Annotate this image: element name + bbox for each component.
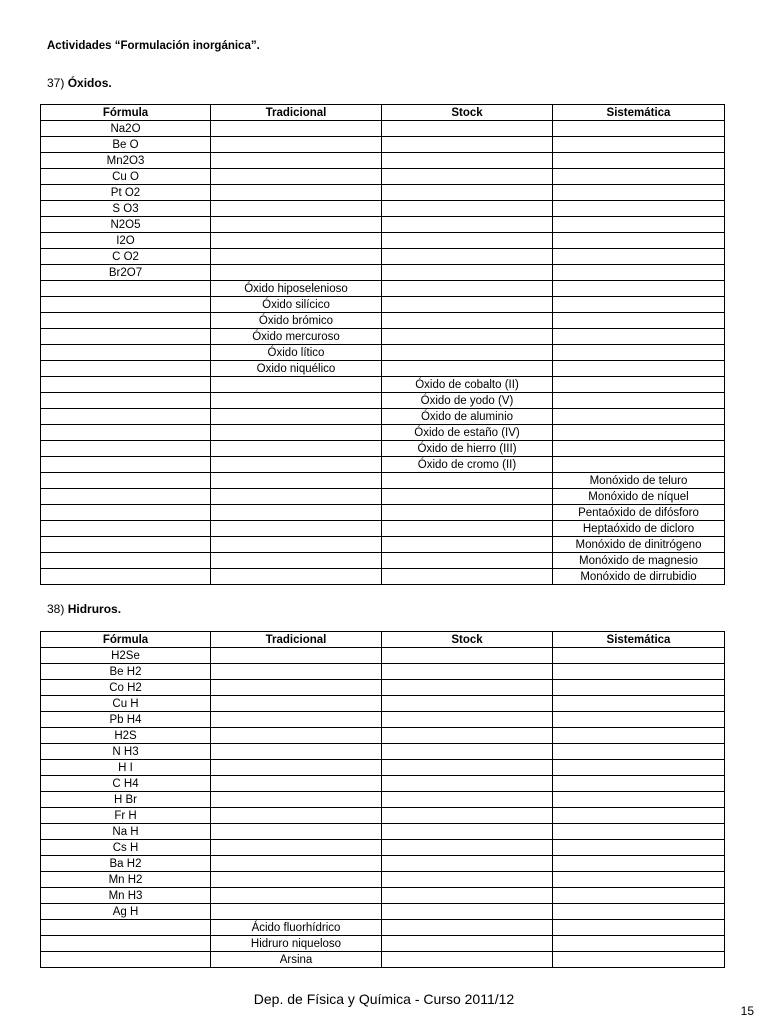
table-cell bbox=[382, 233, 553, 249]
table-cell bbox=[553, 361, 725, 377]
table-cell: Br2O7 bbox=[41, 265, 211, 281]
table-cell bbox=[382, 169, 553, 185]
table-row bbox=[41, 888, 725, 904]
table-cell bbox=[553, 840, 725, 856]
table-cell bbox=[211, 680, 382, 696]
table-cell bbox=[382, 329, 553, 345]
table-row bbox=[41, 217, 725, 233]
hidruros-table bbox=[40, 631, 725, 968]
table-cell bbox=[211, 121, 382, 137]
table-header-row bbox=[41, 105, 725, 121]
table-cell bbox=[553, 153, 725, 169]
table-cell bbox=[553, 425, 725, 441]
table-cell bbox=[382, 265, 553, 281]
table-row bbox=[41, 169, 725, 185]
table-cell: H Br bbox=[41, 792, 211, 808]
table-cell bbox=[211, 553, 382, 569]
table-cell bbox=[553, 377, 725, 393]
table-cell bbox=[211, 537, 382, 553]
table-cell bbox=[553, 648, 725, 664]
table-cell bbox=[211, 505, 382, 521]
table-cell bbox=[41, 393, 211, 409]
table-cell bbox=[382, 872, 553, 888]
table-cell: Óxido de cobalto (II) bbox=[382, 377, 553, 393]
table-cell bbox=[382, 696, 553, 712]
table-cell bbox=[553, 345, 725, 361]
table-cell: Be H2 bbox=[41, 664, 211, 680]
table-row bbox=[41, 936, 725, 952]
table-row bbox=[41, 281, 725, 297]
table-cell bbox=[211, 441, 382, 457]
table-cell bbox=[382, 313, 553, 329]
table-cell: Mn H2 bbox=[41, 872, 211, 888]
table-cell bbox=[382, 297, 553, 313]
table-cell: Ba H2 bbox=[41, 856, 211, 872]
table-row bbox=[41, 744, 725, 760]
table-cell: Monóxido de magnesio bbox=[553, 553, 725, 569]
table-cell bbox=[553, 776, 725, 792]
table-cell: Monóxido de dinitrógeno bbox=[553, 537, 725, 553]
header-stock: Stock bbox=[382, 632, 553, 648]
table-cell: Oxido niquélico bbox=[211, 361, 382, 377]
table-cell: Fr H bbox=[41, 808, 211, 824]
table-cell: H I bbox=[41, 760, 211, 776]
table-cell bbox=[553, 664, 725, 680]
table-cell bbox=[382, 824, 553, 840]
table-cell bbox=[382, 569, 553, 585]
oxidos-table bbox=[40, 104, 725, 585]
table-cell: I2O bbox=[41, 233, 211, 249]
table-row bbox=[41, 473, 725, 489]
table-cell bbox=[41, 313, 211, 329]
table-cell bbox=[211, 824, 382, 840]
table-header-row bbox=[41, 632, 725, 648]
table-cell bbox=[553, 329, 725, 345]
table-cell bbox=[382, 185, 553, 201]
table-cell bbox=[382, 553, 553, 569]
table-cell bbox=[553, 696, 725, 712]
table-cell bbox=[41, 297, 211, 313]
table-cell bbox=[41, 489, 211, 505]
table-cell bbox=[41, 569, 211, 585]
table-row bbox=[41, 409, 725, 425]
table-row bbox=[41, 505, 725, 521]
table-cell bbox=[211, 792, 382, 808]
table-cell bbox=[41, 521, 211, 537]
table-cell bbox=[211, 521, 382, 537]
table-cell bbox=[211, 185, 382, 201]
table-row bbox=[41, 664, 725, 680]
table-cell bbox=[553, 728, 725, 744]
table-cell bbox=[211, 457, 382, 473]
table-cell: Óxido de hierro (III) bbox=[382, 441, 553, 457]
table-cell: Pentaóxido de difósforo bbox=[553, 505, 725, 521]
table-cell: Óxido de cromo (II) bbox=[382, 457, 553, 473]
table-cell bbox=[382, 904, 553, 920]
table-cell bbox=[211, 569, 382, 585]
table-cell: Cs H bbox=[41, 840, 211, 856]
table-cell bbox=[211, 904, 382, 920]
table-row bbox=[41, 712, 725, 728]
header-tradicional: Tradicional bbox=[211, 632, 382, 648]
table-cell bbox=[382, 361, 553, 377]
table-cell: Arsina bbox=[211, 952, 382, 968]
table-cell bbox=[211, 712, 382, 728]
table-row bbox=[41, 521, 725, 537]
header-formula: Fórmula bbox=[41, 632, 211, 648]
table-cell bbox=[382, 776, 553, 792]
table-cell bbox=[553, 920, 725, 936]
table-cell: Óxido de aluminio bbox=[382, 409, 553, 425]
table-cell bbox=[41, 920, 211, 936]
table-cell bbox=[382, 137, 553, 153]
table-cell bbox=[41, 441, 211, 457]
table-cell bbox=[211, 425, 382, 441]
table-row bbox=[41, 457, 725, 473]
table-row bbox=[41, 425, 725, 441]
table-cell bbox=[553, 824, 725, 840]
table-cell: Óxido brómico bbox=[211, 313, 382, 329]
table-cell: Na H bbox=[41, 824, 211, 840]
table-cell bbox=[41, 361, 211, 377]
table-row bbox=[41, 393, 725, 409]
table-cell: N H3 bbox=[41, 744, 211, 760]
table-cell bbox=[211, 137, 382, 153]
section-hidruros-heading bbox=[47, 602, 121, 616]
table-cell bbox=[553, 185, 725, 201]
table-cell bbox=[382, 505, 553, 521]
table-cell bbox=[211, 808, 382, 824]
table-cell bbox=[211, 856, 382, 872]
table-cell bbox=[382, 664, 553, 680]
table-row bbox=[41, 648, 725, 664]
table-cell: Na2O bbox=[41, 121, 211, 137]
table-cell bbox=[382, 760, 553, 776]
section-oxidos-heading bbox=[47, 76, 112, 90]
table-row bbox=[41, 361, 725, 377]
table-row bbox=[41, 856, 725, 872]
table-cell bbox=[553, 281, 725, 297]
table-row bbox=[41, 808, 725, 824]
table-row bbox=[41, 265, 725, 281]
table-cell bbox=[553, 744, 725, 760]
table-cell bbox=[553, 409, 725, 425]
table-cell bbox=[553, 441, 725, 457]
table-row bbox=[41, 569, 725, 585]
table-cell bbox=[553, 137, 725, 153]
table-cell bbox=[211, 169, 382, 185]
table-row bbox=[41, 489, 725, 505]
table-row bbox=[41, 728, 725, 744]
table-cell: Cu H bbox=[41, 696, 211, 712]
table-cell bbox=[41, 553, 211, 569]
table-cell: S O3 bbox=[41, 201, 211, 217]
table-cell bbox=[382, 537, 553, 553]
table-cell: Be O bbox=[41, 137, 211, 153]
table-row bbox=[41, 760, 725, 776]
table-cell bbox=[553, 856, 725, 872]
table-row bbox=[41, 952, 725, 968]
table-row bbox=[41, 345, 725, 361]
table-cell bbox=[382, 856, 553, 872]
table-cell bbox=[211, 696, 382, 712]
table-cell bbox=[41, 505, 211, 521]
table-cell bbox=[41, 425, 211, 441]
table-cell bbox=[553, 936, 725, 952]
table-row bbox=[41, 153, 725, 169]
table-cell bbox=[553, 457, 725, 473]
table-row bbox=[41, 313, 725, 329]
table-cell bbox=[41, 473, 211, 489]
header-sistematica: Sistemática bbox=[553, 105, 725, 121]
table-row bbox=[41, 872, 725, 888]
header-sistematica: Sistemática bbox=[553, 632, 725, 648]
table-cell: Pb H4 bbox=[41, 712, 211, 728]
table-row bbox=[41, 121, 725, 137]
header-tradicional: Tradicional bbox=[211, 105, 382, 121]
table-row bbox=[41, 824, 725, 840]
table-cell bbox=[382, 345, 553, 361]
table-cell bbox=[553, 313, 725, 329]
table-cell: Mn H3 bbox=[41, 888, 211, 904]
table-cell bbox=[41, 377, 211, 393]
table-cell bbox=[41, 457, 211, 473]
table-cell bbox=[211, 473, 382, 489]
table-cell bbox=[211, 409, 382, 425]
table-cell bbox=[553, 888, 725, 904]
table-cell bbox=[211, 265, 382, 281]
table-cell: Óxido de yodo (V) bbox=[382, 393, 553, 409]
table-cell bbox=[211, 217, 382, 233]
table-cell: Óxido mercuroso bbox=[211, 329, 382, 345]
table-cell bbox=[382, 249, 553, 265]
table-cell bbox=[211, 744, 382, 760]
footer-text: Dep. de Física y Química - Curso 2011/12 bbox=[253, 991, 515, 1007]
section-name: Óxidos. bbox=[67, 76, 112, 90]
table-cell: Monóxido de níquel bbox=[553, 489, 725, 505]
table-cell bbox=[382, 121, 553, 137]
table-cell bbox=[382, 153, 553, 169]
section-name: Hidruros. bbox=[67, 602, 122, 616]
table-row bbox=[41, 537, 725, 553]
table-row bbox=[41, 377, 725, 393]
table-cell bbox=[553, 808, 725, 824]
table-cell bbox=[382, 936, 553, 952]
table-cell bbox=[553, 393, 725, 409]
table-cell bbox=[211, 760, 382, 776]
table-cell bbox=[211, 201, 382, 217]
table-cell: N2O5 bbox=[41, 217, 211, 233]
table-cell bbox=[211, 888, 382, 904]
table-cell: Óxido hiposelenioso bbox=[211, 281, 382, 297]
table-row bbox=[41, 776, 725, 792]
table-cell bbox=[41, 281, 211, 297]
table-cell bbox=[211, 872, 382, 888]
table-cell bbox=[382, 728, 553, 744]
table-cell bbox=[382, 473, 553, 489]
table-cell bbox=[211, 840, 382, 856]
table-cell bbox=[382, 201, 553, 217]
table-row bbox=[41, 185, 725, 201]
table-cell bbox=[382, 680, 553, 696]
table-cell bbox=[553, 872, 725, 888]
table-cell: Cu O bbox=[41, 169, 211, 185]
table-cell: Ag H bbox=[41, 904, 211, 920]
table-cell: H2S bbox=[41, 728, 211, 744]
table-cell: C H4 bbox=[41, 776, 211, 792]
section-number: 38) bbox=[47, 602, 65, 616]
table-row bbox=[41, 680, 725, 696]
table-cell: H2Se bbox=[41, 648, 211, 664]
table-cell bbox=[382, 840, 553, 856]
table-cell bbox=[553, 297, 725, 313]
table-cell bbox=[553, 233, 725, 249]
table-cell bbox=[41, 537, 211, 553]
table-cell bbox=[211, 728, 382, 744]
header-stock: Stock bbox=[382, 105, 553, 121]
table-cell bbox=[553, 265, 725, 281]
table-row bbox=[41, 553, 725, 569]
table-cell bbox=[41, 936, 211, 952]
table-cell: Co H2 bbox=[41, 680, 211, 696]
table-cell bbox=[553, 792, 725, 808]
table-cell bbox=[382, 888, 553, 904]
table-cell bbox=[211, 393, 382, 409]
table-cell: Hidruro niqueloso bbox=[211, 936, 382, 952]
table-cell bbox=[382, 281, 553, 297]
table-cell: Mn2O3 bbox=[41, 153, 211, 169]
table-cell bbox=[41, 329, 211, 345]
table-cell bbox=[41, 409, 211, 425]
table-row bbox=[41, 840, 725, 856]
table-cell bbox=[211, 233, 382, 249]
table-cell bbox=[553, 217, 725, 233]
table-cell bbox=[382, 217, 553, 233]
table-cell bbox=[382, 521, 553, 537]
table-cell bbox=[211, 648, 382, 664]
table-cell bbox=[553, 680, 725, 696]
table-row bbox=[41, 297, 725, 313]
table-cell bbox=[382, 712, 553, 728]
table-row bbox=[41, 249, 725, 265]
table-cell: Monóxido de dirrubidio bbox=[553, 569, 725, 585]
table-row bbox=[41, 233, 725, 249]
page-title: Actividades “Formulación inorgánica”. bbox=[47, 40, 260, 52]
table-cell bbox=[41, 345, 211, 361]
table-cell bbox=[211, 489, 382, 505]
table-cell: C O2 bbox=[41, 249, 211, 265]
table-cell: Heptaóxido de dicloro bbox=[553, 521, 725, 537]
table-cell: Ácido fluorhídrico bbox=[211, 920, 382, 936]
table-cell: Pt O2 bbox=[41, 185, 211, 201]
header-formula: Fórmula bbox=[41, 105, 211, 121]
section-number: 37) bbox=[47, 76, 65, 90]
table-cell bbox=[553, 760, 725, 776]
table-row bbox=[41, 920, 725, 936]
table-cell bbox=[553, 169, 725, 185]
table-cell bbox=[41, 952, 211, 968]
table-cell bbox=[382, 792, 553, 808]
table-cell bbox=[553, 952, 725, 968]
table-cell bbox=[211, 249, 382, 265]
table-cell bbox=[211, 664, 382, 680]
table-cell: Óxido silícico bbox=[211, 297, 382, 313]
table-cell bbox=[382, 920, 553, 936]
table-cell bbox=[211, 377, 382, 393]
table-cell bbox=[211, 153, 382, 169]
table-cell bbox=[382, 489, 553, 505]
table-cell bbox=[382, 808, 553, 824]
table-cell bbox=[553, 121, 725, 137]
table-row bbox=[41, 201, 725, 217]
table-row bbox=[41, 441, 725, 457]
table-cell: Óxido de estaño (IV) bbox=[382, 425, 553, 441]
page-number: 15 bbox=[740, 1004, 754, 1018]
table-cell bbox=[382, 744, 553, 760]
table-cell: Monóxido de teluro bbox=[553, 473, 725, 489]
table-cell bbox=[553, 904, 725, 920]
table-row bbox=[41, 137, 725, 153]
table-cell bbox=[211, 776, 382, 792]
table-cell bbox=[553, 249, 725, 265]
table-row bbox=[41, 696, 725, 712]
table-row bbox=[41, 792, 725, 808]
table-cell bbox=[553, 712, 725, 728]
table-cell bbox=[382, 648, 553, 664]
table-row bbox=[41, 904, 725, 920]
table-cell bbox=[553, 201, 725, 217]
table-row bbox=[41, 329, 725, 345]
table-cell bbox=[382, 952, 553, 968]
table-cell: Óxido lítico bbox=[211, 345, 382, 361]
